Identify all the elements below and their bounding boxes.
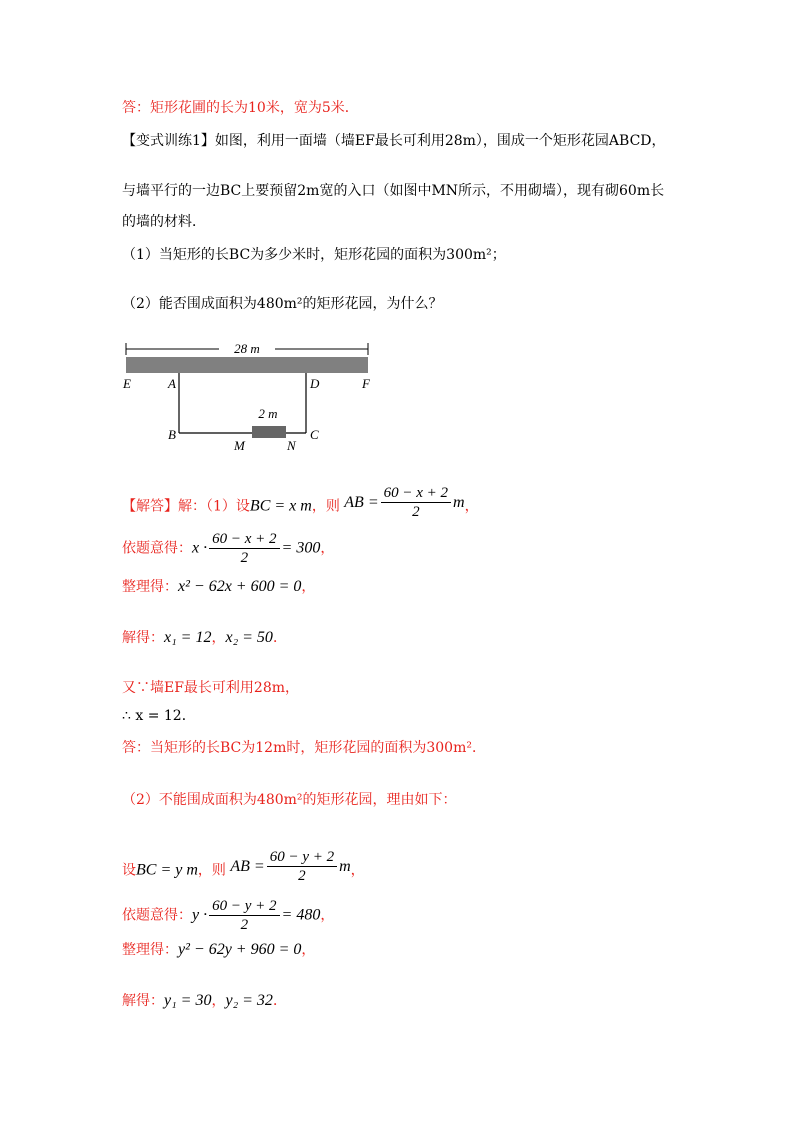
solution-line-5: 又∵墙EF最长可利用28m， [122,680,300,696]
garden-figure [120,338,376,456]
garden-diagram [120,338,376,456]
solution-line-9: 设BC = y m，则 AB = $\frac{60 - y + 2}{2}$ m， [122,849,365,884]
solution-line-4: 解得：x₁ = 12，x₂ = 50． [122,629,287,646]
solution-line-6: ∴ x = 12． [122,708,196,724]
label-m: M [234,438,245,453]
solution-line-3: 整理得：x² − 62x + 600 = 0， [122,578,316,595]
label-f: F [362,376,370,391]
gap-length-label: 2 m [258,406,278,421]
fraction: $\frac{60 - x + 2}{2}$ [209,530,279,567]
solution-line-8: （2）不能围成面积为480m²的矩形花园，理由如下： [122,792,457,808]
answer-line: 答：矩形花圃的长为10米，宽为5米． [122,100,359,116]
problem-line-2: 与墙平行的一边BC上要预留2m宽的入口（如图中MN所示，不用砌墙），现有砌60m长 [122,183,665,199]
solution-line-10: 依题意得：y · $\frac{60 - y + 2}{2}$ = 480， [122,898,335,933]
question-2: （2）能否围成面积为480m²的矩形花园，为什么？ [122,296,443,312]
label-c: C [310,427,319,442]
solution-line-2: 依题意得：x · $\frac{60 - x + 2}{2}$ = 300， [122,531,335,566]
wall [126,357,368,373]
label-e: E [123,376,131,391]
label-d: D [310,376,320,391]
label-a: A [168,376,176,391]
problem-line-3: 的墙的材料． [122,214,206,230]
solution-line-1: 【解答】解：（1）设BC = x m，则 AB = $\frac{60 - x + 2}{2}$ m， [122,485,479,520]
fraction: $\frac{60 - x + 2}{2}$ [381,484,451,521]
question-1: （1）当矩形的长BC为多少米时，矩形花园的面积为300m²； [122,247,506,263]
fraction: $\frac{60 - y + 2}{2}$ [267,848,337,885]
solution-line-7: 答：当矩形的长BC为12m时，矩形花园的面积为300m²． [122,740,486,756]
problem-line-1: 【变式训练1】如图，利用一面墙（墙EF最长可利用28m），围成一个矩形花园ABCD， [122,133,666,149]
label-b: B [168,427,176,442]
label-n: N [287,438,296,453]
wall-length-label: 28 m [234,341,260,356]
solution-line-11: 整理得：y² − 62y + 960 = 0， [122,941,316,958]
solution-line-12: 解得：y₁ = 30，y₂ = 32． [122,992,287,1009]
entrance-mn [252,426,286,438]
fraction: $\frac{60 - y + 2}{2}$ [209,897,279,934]
